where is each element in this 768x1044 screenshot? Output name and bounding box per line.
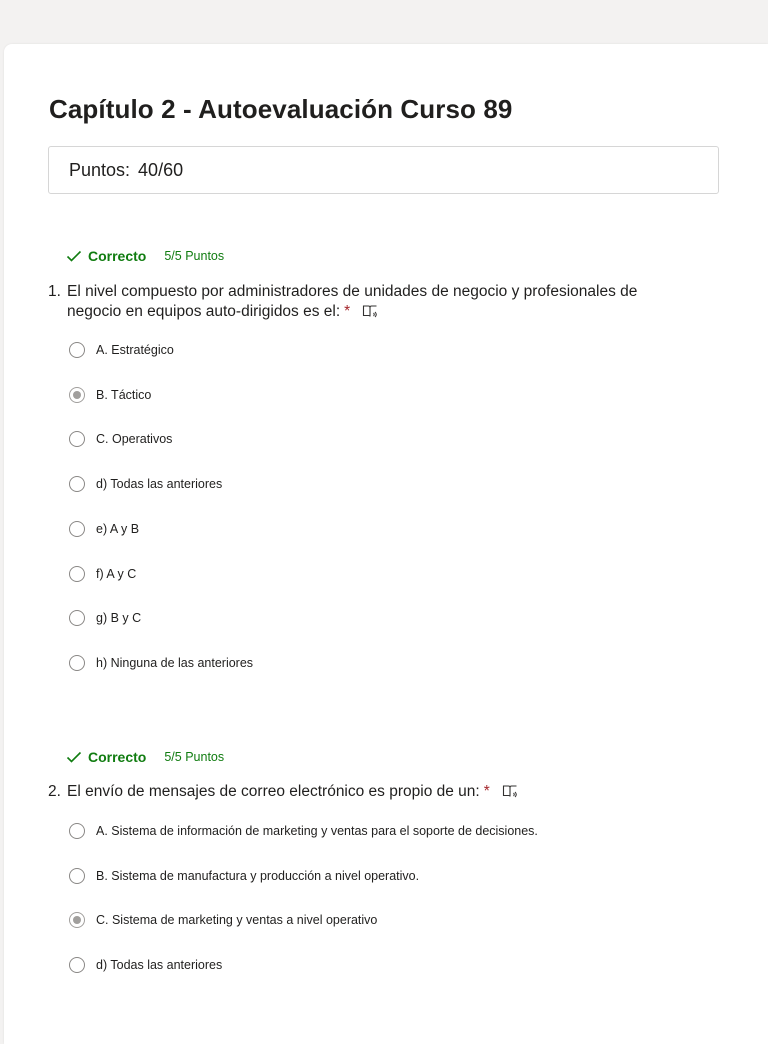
q2-text: [48, 782, 688, 802]
radio-button[interactable]: [69, 957, 85, 973]
q2-result: [66, 749, 224, 765]
option-label: d) Todas las anteriores: [96, 958, 223, 972]
radio-button[interactable]: [69, 655, 85, 671]
option-label: C. Sistema de marketing y ventas a nivel operativo: [96, 913, 378, 927]
option-label: A. Sistema de información de marketing y ventas para el soporte de decisiones.: [96, 824, 538, 838]
radio-button[interactable]: [69, 566, 85, 582]
q2-result-label: Correcto: [88, 749, 147, 765]
option-label: B. Sistema de manufactura y producción a nivel operativo.: [96, 869, 420, 883]
q2-option-d[interactable]: [69, 955, 222, 975]
q2-option-b[interactable]: [69, 866, 419, 886]
radio-button[interactable]: [69, 868, 85, 884]
q2-option-a[interactable]: [69, 821, 538, 841]
radio-button[interactable]: [69, 610, 85, 626]
option-label: g) B y C: [96, 611, 142, 625]
checkmark-icon: [66, 749, 82, 765]
radio-button[interactable]: [69, 476, 85, 492]
q1-points: 5/5 Puntos: [164, 249, 225, 263]
score-value: 40/60: [138, 159, 184, 180]
immersive-reader-icon[interactable]: [362, 303, 378, 319]
q1-option-h[interactable]: [69, 653, 253, 673]
option-label: A. Estratégico: [96, 343, 174, 357]
option-label: C. Operativos: [96, 432, 173, 446]
q1-option-c[interactable]: [69, 429, 172, 449]
q1-option-b[interactable]: [69, 385, 151, 405]
form-card: [4, 44, 768, 1044]
radio-button[interactable]: [69, 823, 85, 839]
q2-text-line1: El envío de mensajes de correo electrónico es propio de un:: [67, 783, 480, 800]
option-label: e) A y B: [96, 522, 140, 536]
q1-option-a[interactable]: [69, 340, 174, 360]
q1-option-f[interactable]: [69, 564, 136, 584]
q2-number: 2.: [48, 783, 61, 800]
required-mark: *: [344, 303, 351, 320]
q1-text: [48, 282, 688, 322]
radio-button[interactable]: [69, 521, 85, 537]
radio-button-selected[interactable]: [69, 912, 85, 928]
q1-result-label: Correcto: [88, 248, 147, 264]
radio-button[interactable]: [69, 342, 85, 358]
option-label: h) Ninguna de las anteriores: [96, 656, 254, 670]
option-label: f) A y C: [96, 567, 137, 581]
q1-text-line1: El nivel compuesto por administradores de unidades de negocio y profesionales de: [67, 283, 638, 300]
radio-button[interactable]: [69, 431, 85, 447]
immersive-reader-icon[interactable]: [502, 783, 518, 799]
score-box: [48, 146, 719, 194]
q1-result: [66, 248, 224, 264]
q1-option-d[interactable]: [69, 474, 222, 494]
q2-points: 5/5 Puntos: [164, 750, 225, 764]
required-mark: *: [483, 783, 490, 800]
option-label: B. Táctico: [96, 388, 152, 402]
checkmark-icon: [66, 248, 82, 264]
q1-number: 1.: [48, 283, 61, 300]
radio-button-selected[interactable]: [69, 387, 85, 403]
page-title: Capítulo 2 - Autoevaluación Curso 89: [49, 94, 513, 124]
q2-option-c[interactable]: [69, 910, 377, 930]
q1-option-e[interactable]: [69, 519, 139, 539]
score-label: Puntos:: [69, 159, 131, 180]
q1-option-g[interactable]: [69, 608, 141, 628]
option-label: d) Todas las anteriores: [96, 477, 223, 491]
q1-text-line2: negocio en equipos auto-dirigidos es el:: [67, 303, 341, 320]
